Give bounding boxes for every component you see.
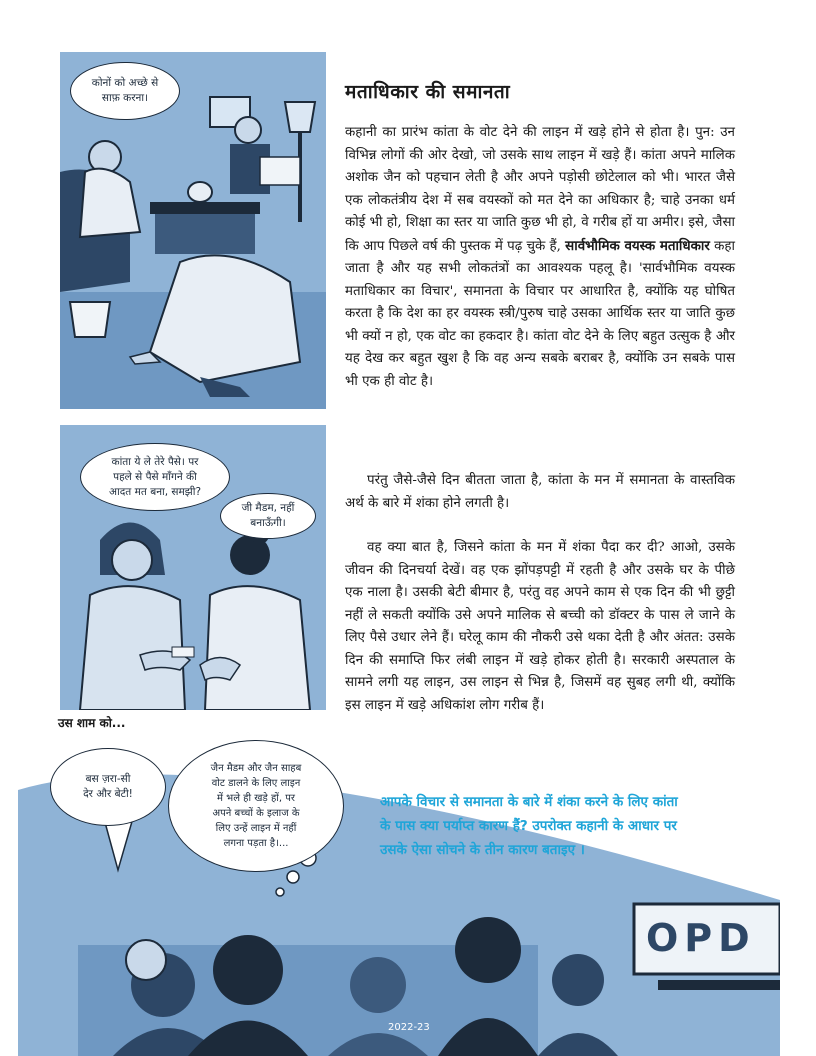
comic-panel-hospital-line — [18, 730, 780, 1056]
speech-bubble-kanta-daughter — [50, 748, 166, 826]
bubble-line: लिए उन्हें लाइन में नहीं — [215, 823, 297, 834]
bubble-line: देर और बेटी! — [83, 788, 133, 800]
footer-year: 2022-23 — [388, 1022, 430, 1033]
universal-adult-franchise-term: सार्वभौमिक वयस्क मताधिकार — [565, 237, 710, 254]
speech-bubble-kanta-reply — [220, 493, 316, 539]
paragraph-2: परंतु जैसे-जैसे दिन बीतता जाता है, कांता के मन में समानता के वास्तविक अर्थ के बारे में शंका होने लगती है। — [345, 473, 735, 511]
question-box: आपके विचार से समानता के बारे में शंका करने के लिए कांता के पास क्या पर्याप्त कारण हैं? उपरोक्त कहानी के आधार पर उसके ऐसा सोचने के तीन कारण बताइए । — [380, 794, 678, 858]
paragraph-1-start: कहानी का प्रारंभ कांता के वोट देने की लाइन में खड़े होने से होता है। पुन: उन विभिन्न लोगों की ओर देखो, जो उसके साथ लाइन में खड़े हैं। कांता अपने मालिक अशोक जैन को पहचान लेती है और अपने पड़ोसी छोटेलाल को भी। भारत जैसे एक लोकतंत्रीय देश में सब वयस्कों को मत देने का अधिकार है; चाहे उनका धर्म कोई भी हो, शिक्षा का स्तर या जाति कुछ भी हो, वे गरीब हों या अमीर। इसे, जैसा कि आप पिछले वर्ष की पुस्तक में पढ़ चुके हैं, — [345, 125, 735, 254]
bubble-line: पहले से पैसे माँगने की — [113, 470, 197, 483]
opd-sign-label: OPD — [646, 916, 756, 960]
comic-panel-money — [60, 425, 326, 710]
thought-bubble-kanta — [168, 740, 344, 872]
bubble-line: बनाऊँगी। — [250, 517, 286, 529]
paragraph-1 — [345, 122, 735, 393]
bubble-line: में भले ही खड़े हों, पर — [217, 793, 295, 804]
speech-bubble-madam-money — [80, 443, 230, 511]
paragraph-1-end: कहा जाता है और यह सभी लोकतंत्रों का आवश्यक पहलू है। 'सार्वभौमिक वयस्क मताधिकार का विचार', समानता के विचार पर आधारित है, क्योंकि यह घोषित करता है कि देश का हर वयस्क स्त्री/पुरुष चाहे उसका आर्थिक स्तर या जाति कुछ भी क्यों न हो, एक वोट का हकदार है। कांता वोट देने के लिए बहुत उत्सुक है और यह देख कर बहुत खुश है कि वह अन्य सबके बराबर है, क्योंकि उन सबके पास भी एक ही वोट है। — [345, 238, 735, 389]
bubble-line: अपने बच्चों के इलाज के — [212, 808, 300, 819]
paragraph-3: वह क्या बात है, जिसने कांता के मन में शंका पैदा कर दी? आओ, उसके जीवन की दिनचर्या देखें। वह एक झोंपड़पट्टी में रहती है और उसके घर के पीछे एक नाला है। उसकी बेटी बीमार है, परंतु वह अपने काम से एक दिन की भी छुट्टी नहीं ले सकती क्योंकि उसे अपने मालिक से बच्ची को डॉक्टर के पास ले जाने के लिए पैसे उधार लेने हैं। घरेलू काम की नौकरी उसे थका देती है और अंतत: उसके दिन की समाप्ति फिर लंबी लाइन में खड़े होकर होती है। सरकारी अस्पताल के सामने लगी यह लाइन, उस लाइन से भिन्न है, जिसमें वह सुबह लगी थी, क्योंकि इस लाइन में खड़े अधिकांश लोग गरीब हैं। — [345, 540, 735, 713]
bubble-line: वोट डालने के लिए लाइन — [211, 778, 301, 789]
bubble-line: जी मैडम, नहीं — [241, 502, 295, 514]
bubble-line: जैन मैडम और जैन साहब — [210, 763, 302, 774]
bubble-line: साफ़ करना। — [101, 92, 149, 104]
bubble-line: बस ज़रा-सी — [85, 773, 131, 785]
caption-that-evening: उस शाम को... — [58, 716, 126, 730]
comic-panel-cleaning — [60, 52, 326, 409]
bubble-line: कोनों को अच्छे से — [91, 77, 159, 89]
bubble-line: कांता ये ले तेरे पैसे। पर — [111, 455, 199, 468]
bubble-line: लगना पड़ता है।... — [223, 838, 289, 849]
bubble-line: आदत मत बना, समझी? — [108, 485, 202, 498]
speech-bubble-madam-cleaning — [70, 62, 180, 120]
section-heading: मताधिकार की समानता — [345, 81, 511, 103]
